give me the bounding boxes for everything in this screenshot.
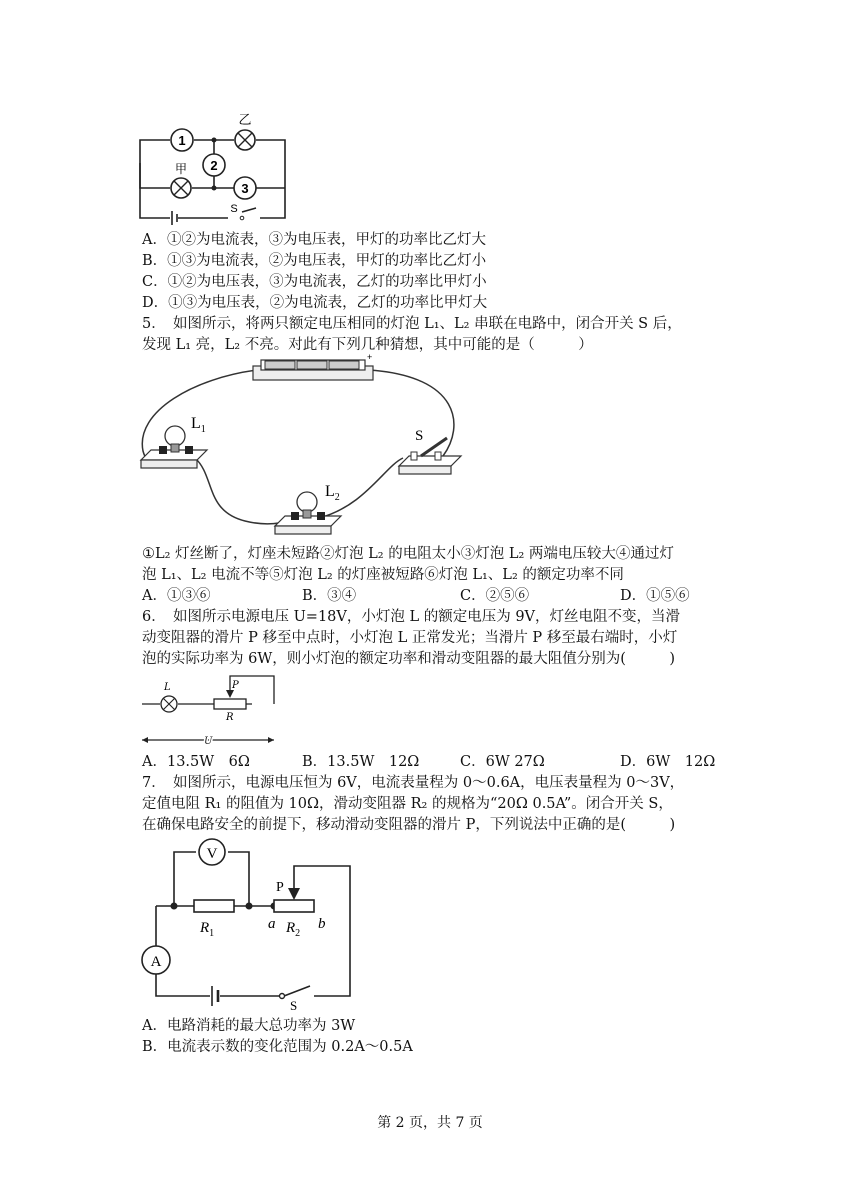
voltage-u-label: U — [204, 736, 213, 747]
meter-2-label: 2 — [210, 158, 218, 173]
q5-stem-line1: 5． 如图所示，将两只额定电压相同的灯泡 L₁、L₂ 串联在电路中，闭合开关 S 后， — [142, 316, 682, 332]
lamp-yi-label: 乙 — [238, 113, 252, 128]
ammeter-label: A — [150, 954, 162, 970]
q6-option-a: A．13.5W 6Ω — [142, 754, 250, 770]
q7-stem-line1: 7． 如图所示，电源电压恒为 6V，电流表量程为 0～0.6A，电压表量程为 0～3V， — [142, 775, 685, 791]
lamp-jia-label: 甲 — [174, 162, 188, 176]
switch-s-label: S — [290, 998, 298, 1013]
point-a-label: a — [268, 916, 276, 932]
q6-stem-line1: 6． 如图所示电源电压 U=18V，小灯泡 L 的额定电压为 9V，灯丝电阻不变，当滑 — [142, 609, 681, 625]
meter-1-label: 1 — [178, 133, 186, 148]
switch-label: S — [230, 203, 238, 215]
q5-stem-line2: 发现 L₁ 亮，L₂ 不亮。对此有下列几种猜想，其中可能的是（ ） — [142, 337, 593, 353]
meter-3-label: 3 — [241, 181, 249, 196]
r1-label: $R_1$ — [200, 920, 215, 939]
slider-p-label: P — [276, 880, 284, 895]
q6-stem-line3: 泡的实际功率为 6W，则小灯泡的额定功率和滑动变阻器的最大阻值分别为( ) — [142, 651, 676, 667]
q7-stem-line2: 定值电阻 R₁ 的阻值为 10Ω，滑动变阻器 R₂ 的规格为“20Ω 0.5A”。闭合开关 S， — [142, 796, 673, 812]
l2-label: $L_2$ — [325, 483, 340, 503]
q5-option-b: B．③④ — [302, 588, 357, 604]
switch-s-label: S — [415, 428, 424, 444]
q5-circuit-picture — [135, 352, 465, 538]
q5-guesses-line2: 泡 L₁、L₂ 电流不等⑤灯泡 L₂ 的灯座被短路⑥灯泡 L₁、L₂ 的额定功率不同 — [142, 567, 624, 583]
rheostat-r-label: R — [226, 712, 234, 723]
q6-option-c: C．6W 27Ω — [460, 754, 545, 770]
q4-option-d: D．①③为电压表，②为电流表，乙灯的功率比甲灯大 — [142, 295, 488, 311]
q6-option-b: B．13.5W 12Ω — [302, 754, 420, 770]
q6-stem-line2: 动变阻器的滑片 P 移至中点时，小灯泡 L 正常发光；当滑片 P 移至最右端时，小灯 — [142, 630, 678, 646]
r2-label: $R_2$ — [286, 920, 301, 939]
q7-option-b: B．电流表示数的变化范围为 0.2A～0.5A — [142, 1039, 413, 1055]
q6-option-d: D．6W 12Ω — [620, 754, 716, 770]
q5-option-a: A．①③⑥ — [142, 588, 211, 604]
q7-stem-line3: 在确保电路安全的前提下，移动滑动变阻器的滑片 P，下列说法中正确的是( ) — [142, 817, 676, 833]
q7-circuit-diagram — [134, 838, 364, 1013]
page-footer: 第 2 页，共 7 页 — [377, 1115, 483, 1131]
slider-p-label: P — [232, 680, 239, 691]
voltmeter-label: V — [206, 846, 218, 862]
l1-label: $L_1$ — [191, 415, 206, 435]
q5-option-c: C．②⑤⑥ — [460, 588, 530, 604]
q6-circuit-diagram — [140, 670, 280, 748]
q5-option-d: D．①⑤⑥ — [620, 588, 690, 604]
q5-guesses-line1: ①L₂ 灯丝断了，灯座未短路②灯泡 L₂ 的电阻太小③灯泡 L₂ 两端电压较大④通过灯 — [142, 546, 674, 562]
svg-text:+: + — [367, 352, 373, 362]
q4-option-c: C．①②为电压表，③为电流表，乙灯的功率比甲灯小 — [142, 274, 487, 290]
q7-option-a: A．电路消耗的最大总功率为 3W — [142, 1018, 356, 1034]
lamp-l-label: L — [164, 682, 171, 693]
point-b-label: b — [318, 916, 326, 932]
q4-option-b: B．①③为电流表，②为电压表，甲灯的功率比乙灯小 — [142, 253, 487, 269]
q4-circuit-diagram — [130, 108, 300, 226]
q4-option-a: A．①②为电流表，③为电压表，甲灯的功率比乙灯大 — [142, 232, 486, 248]
